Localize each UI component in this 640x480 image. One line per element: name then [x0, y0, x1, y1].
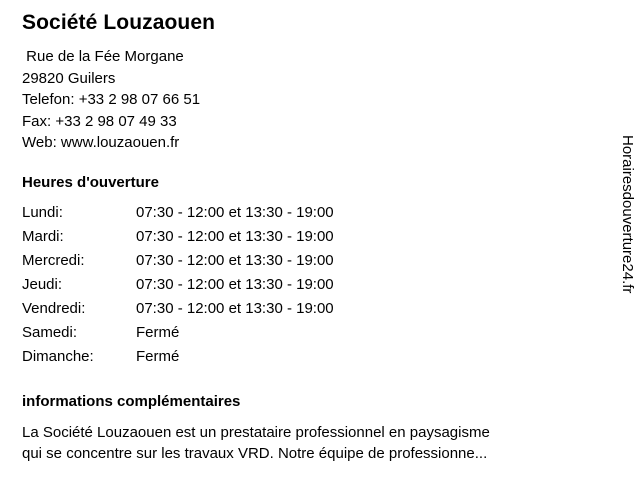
hours-day: Lundi:: [22, 203, 63, 221]
contact-phone: Telefon: +33 2 98 07 66 51: [22, 91, 201, 108]
additional-info-line-2: qui se concentre sur les travaux VRD. Notre équipe de professionne...: [22, 444, 488, 462]
hours-time: 07:30 - 12:00 et 13:30 - 19:00: [136, 251, 334, 269]
additional-info-heading: informations complémentaires: [22, 392, 241, 410]
address-block: [22, 46, 602, 154]
hours-time: Fermé: [136, 347, 180, 365]
hours-day: Vendredi:: [22, 299, 86, 317]
contact-fax: Fax: +33 2 98 07 49 33: [22, 112, 177, 130]
table-row: [22, 275, 334, 299]
page-title: Société Louzaouen: [22, 11, 216, 34]
table-row: [22, 251, 334, 275]
address-city: 29820 Guilers: [22, 69, 116, 87]
content-column: [22, 10, 602, 464]
hours-day: Jeudi:: [22, 275, 63, 293]
opening-hours-heading: Heures d'ouverture: [22, 173, 159, 191]
opening-hours-table: [22, 203, 334, 371]
contact-web: Web: www.louzaouen.fr: [22, 134, 180, 151]
additional-info-text: [22, 422, 600, 464]
watermark-brand: Horairesdouverture24.fr: [619, 135, 636, 294]
table-row: [22, 203, 334, 227]
table-row: [22, 299, 334, 323]
hours-time: Fermé: [136, 323, 180, 341]
table-row: [22, 323, 334, 347]
hours-time: 07:30 - 12:00 et 13:30 - 19:00: [136, 275, 334, 293]
hours-time: 07:30 - 12:00 et 13:30 - 19:00: [136, 203, 334, 221]
hours-time: 07:30 - 12:00 et 13:30 - 19:00: [136, 227, 334, 245]
address-street: Rue de la Fée Morgane: [22, 48, 184, 65]
table-row: [22, 347, 334, 371]
hours-day: Mercredi:: [22, 251, 85, 269]
hours-time: 07:30 - 12:00 et 13:30 - 19:00: [136, 299, 334, 317]
hours-day: Mardi:: [22, 227, 64, 245]
table-row: [22, 227, 334, 251]
hours-day: Dimanche:: [22, 347, 94, 365]
additional-info-line-1: La Société Louzaouen est un prestataire professionnel en paysagisme: [22, 423, 490, 441]
hours-day: Samedi:: [22, 323, 78, 341]
